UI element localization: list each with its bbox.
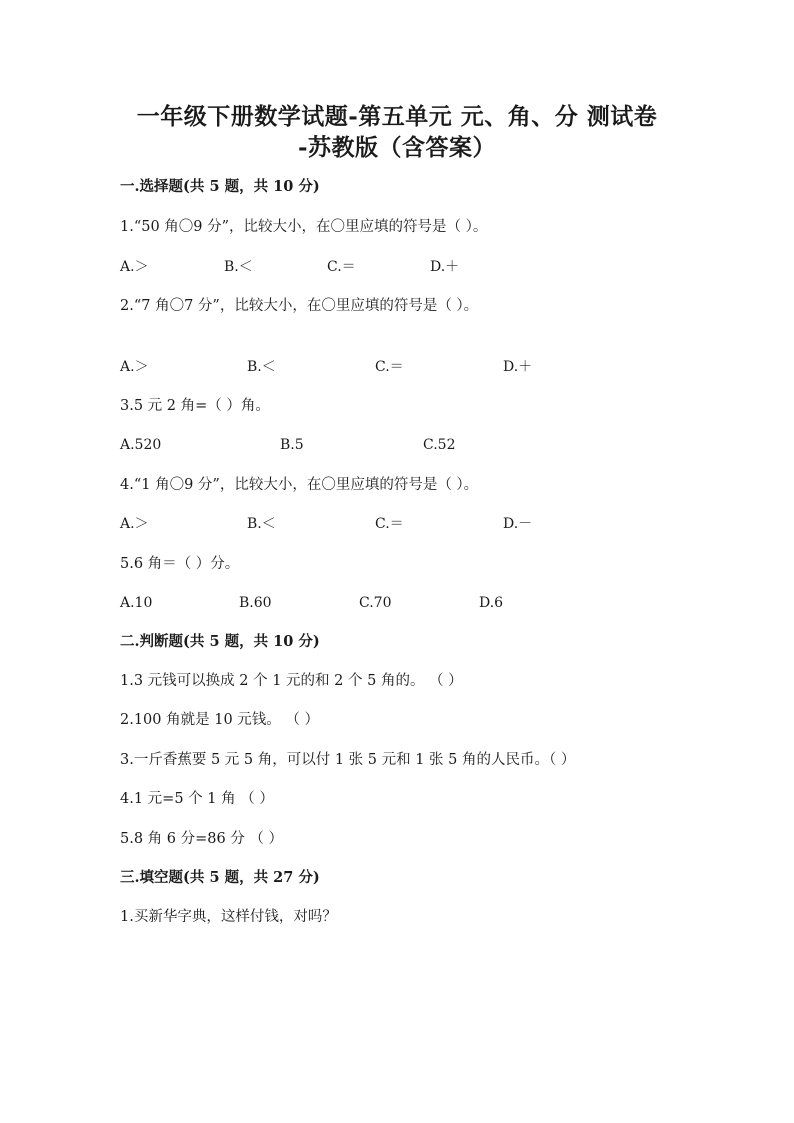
choice-question-2: 2.“7 角〇7 分”，比较大小，在〇里应填的符号是（ ）。 — [120, 298, 479, 314]
choice-q1-option-b: B.＜ — [224, 259, 253, 275]
choice-question-3: 3.5 元 2 角=（ ）角。 — [120, 398, 270, 414]
choice-question-5: 5.6 角＝（ ）分。 — [120, 556, 240, 572]
judgment-item-4: 4.1 元=5 个 1 角 （ ） — [120, 791, 274, 807]
choice-q3-option-a: A.520 — [120, 437, 162, 453]
section-heading-choice: 一.选择题(共 5 题，共 10 分) — [120, 178, 320, 195]
judgment-item-5: 5.8 角 6 分=86 分 （ ） — [120, 831, 284, 847]
section-heading-judgment: 二.判断题(共 5 题，共 10 分) — [120, 633, 320, 650]
section-heading-fill-in: 三.填空题(共 5 题，共 27 分) — [120, 869, 320, 886]
choice-q3-option-c: C.52 — [423, 437, 456, 453]
choice-q1-option-a: A.＞ — [120, 259, 149, 275]
choice-question-4: 4.“1 角〇9 分”，比较大小，在〇里应填的符号是（ ）。 — [120, 477, 479, 493]
document-title-line2: -苏教版（含答案） — [297, 134, 497, 161]
choice-q5-option-b: B.60 — [239, 595, 272, 611]
choice-q1-option-d: D.＋ — [430, 259, 460, 275]
choice-q1-option-c: C.＝ — [327, 259, 356, 275]
choice-question-1: 1.“50 角〇9 分”，比较大小，在〇里应填的符号是（ ）。 — [120, 219, 488, 235]
fill-in-question-1: 1.买新华字典，这样付钱，对吗？ — [120, 909, 337, 925]
choice-q2-option-c: C.＝ — [375, 359, 404, 375]
judgment-item-1: 1.3 元钱可以换成 2 个 1 元的和 2 个 5 角的。 （ ） — [120, 673, 463, 689]
choice-q5-option-d: D.6 — [479, 595, 504, 611]
choice-q2-option-b: B.＜ — [247, 359, 276, 375]
judgment-item-3: 3.一斤香蕉要 5 元 5 角，可以付 1 张 5 元和 1 张 5 角的人民币。（ ） — [120, 752, 576, 768]
choice-q2-option-a: A.＞ — [120, 359, 149, 375]
choice-q5-option-a: A.10 — [120, 595, 153, 611]
choice-q3-option-b: B.5 — [280, 437, 304, 453]
judgment-item-2: 2.100 角就是 10 元钱。 （ ） — [120, 712, 320, 728]
choice-q4-option-c: C.＝ — [375, 516, 404, 532]
choice-q2-option-d: D.＋ — [503, 359, 533, 375]
choice-q4-option-a: A.＞ — [120, 516, 149, 532]
choice-q4-option-b: B.＜ — [247, 516, 276, 532]
choice-q4-option-d: D.－ — [503, 516, 533, 532]
document-title-line1: 一年级下册数学试题-第五单元 元、角、分 测试卷 — [136, 103, 658, 130]
choice-q5-option-c: C.70 — [359, 595, 392, 611]
